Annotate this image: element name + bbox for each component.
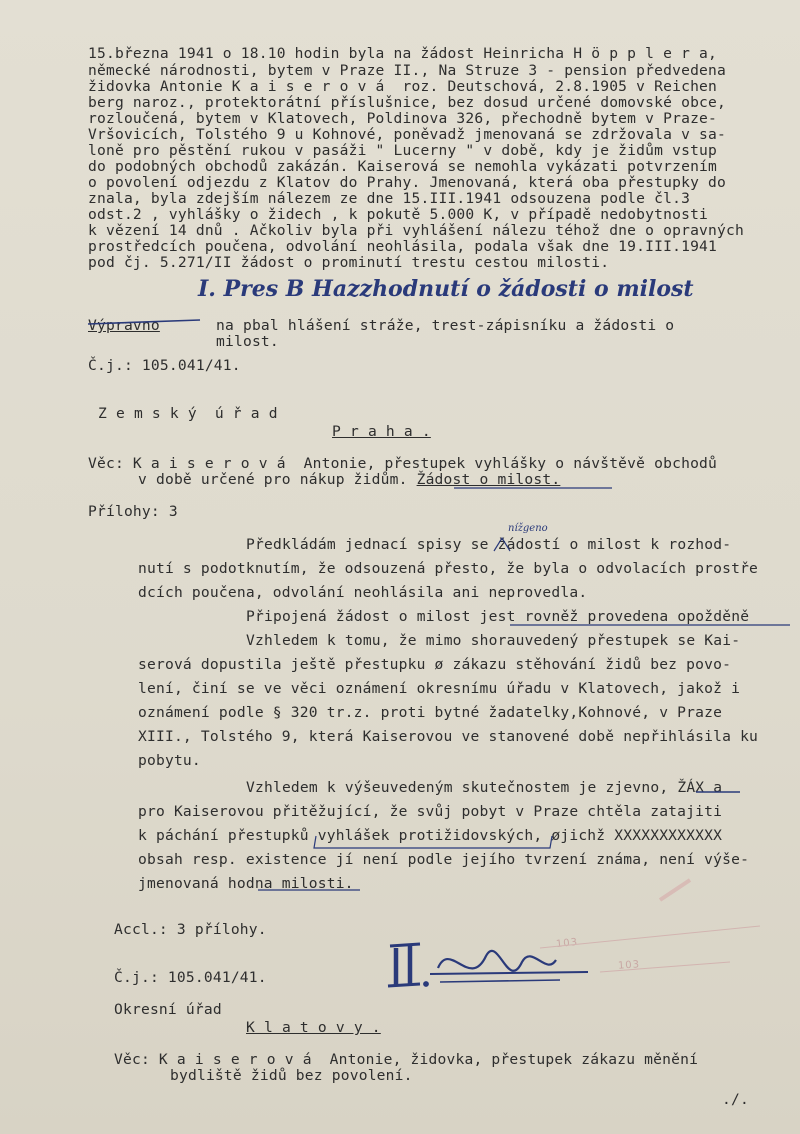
text-line: k vězení 14 dnů . Ačkoliv byla při vyhlášení nálezu téhož dne o opravných [88,222,744,239]
text-line: pro Kaiserovou přitěžující, že svůj pobyt v Praze chtěla zatajiti [138,803,723,820]
stamp-number: 103 [617,959,641,972]
text-line: o povolení odjezdu z Klatov do Prahy. Jmenovaná, která oba přestupky do [88,174,727,191]
text-line: Vzhledem k tomu, že mimo shorauvedený přestupek se Kai- [246,632,741,649]
text-line: berg naroz., protektorátní příslušnice, bez dosud určené domovské obce, [88,94,727,111]
addressee-office: Okresní úřad [114,1001,222,1018]
text-line: oznámení podle § 320 tr.z. proti bytné žadatelky,Kohnové, v Praze [138,704,723,721]
stamp-line [660,880,690,900]
text-line: prostředcích poučena, odvolání neohlásila, podala však dne 19.III.1941 [88,238,718,255]
text-line: pod čj. 5.271/II žádost o prominutí trestu cestou milosti. [88,254,610,271]
signature-stroke [440,980,560,982]
enclosures-note: Accl.: 3 přílohy. [114,921,267,938]
stamp-line [600,962,730,972]
pen-underline [88,320,200,324]
subject-line: Věc: K a i s e r o v á Antonie, přestupek vyhlášky o návštěvě obchodů [88,455,718,472]
subject-emphasis: Žádost o milost. [416,471,561,488]
text-line: rozloučená, bytem v Klatovech, Poldinova 326, přechodně bytem v Praze- [88,110,718,127]
vypravno-line: milost. [216,333,279,350]
text-line: židovka Antonie K a i s e r o v á roz. Deutschová, 2.8.1905 v Reichen [88,78,718,95]
insertion-caret [494,538,510,551]
handwritten-insert: nížgeno [508,523,548,534]
signature-mark [388,944,588,986]
signature-stroke [438,951,556,971]
text-line: loně pro pěstění rukou v pasáži " Lucerny " v době, kdy je židům vstup [88,142,718,159]
signature-stroke [430,972,588,974]
stamp-number: 103 [555,936,579,951]
text-line: odst.2 , vyhlášky o židech , k pokutě 5.000 K, v případě nedobytnosti [88,206,709,223]
text-line: jmenovaná hodna milosti. [138,875,354,892]
text-line: nutí s podotknutím, že odsouzená přesto, že byla o odvolacích prostře [138,560,759,577]
text-line: do podobných obchodů zakázán. Kaiserová se nemohla vykázati potvrzením [88,158,718,175]
reference-number: Č.j.: 105.041/41. [114,969,267,986]
subject-line: Věc: K a i s e r o v á Antonie, židovka, přestupek zákazu měnění [114,1051,699,1068]
text-line: znala, byla zdejším nálezem ze dne 15.III.1941 odsouzena podle čl.3 [88,190,691,207]
text-line: Předkládám jednací spisy se žádostí o milost k rozhod- [246,536,732,553]
addressee-office: Z e m s k ý ú ř a d [98,405,278,422]
text-line: k páchání přestupků vyhlášek protižidovských, øjichž XXXXXXXXXXXX [138,827,723,844]
text-line: obsah resp. existence jí není podle jejího tvrzení známa, není výše- [138,851,750,868]
text-line: lení, činí se ve věci oznámení okresnímu úřadu v Klatovech, jakož i [138,680,741,697]
text-line: serová dopustila ještě přestupku ø zákazu stěhování židů bez povo- [138,656,732,673]
stamp-line [540,926,760,951]
addressee-city: K l a t o v y . [246,1019,381,1036]
text-line: Vršovicích, Tolstého 9 u Kohnové, poněvadž jmenovaná se zdržovala v sa- [88,126,727,143]
text-line: Připojená žádost o milost jest rovněž provedena opožděně [246,608,750,625]
attachments-count: Přílohy: 3 [88,503,178,520]
text-line: dcích poučena, odvolání neohlásila ani neprovedla. [138,584,588,601]
text-line: německé národnosti, bytem v Praze II., Na Struze 3 - pension předvedena [88,62,727,79]
pen-bracket [314,836,552,848]
handwritten-note: I. Pres B Hazzhodnutí o žádosti o milost [198,276,694,302]
subject-line: bydliště židů bez povolení. [170,1067,413,1084]
text-line: 15.března 1941 o 18.10 hodin byla na žádost Heinricha H ö p p l e r a, [88,45,718,62]
text-line: XIII., Tolstého 9, která Kaiserovou ve stanovené době nepřihlásila ku [138,728,759,745]
signature-stroke [388,944,420,986]
text-line: Vzhledem k výšeuvedeným skutečnostem je zjevno, ŽÁX a [246,779,723,796]
signature-stroke [396,946,410,986]
continuation-mark: ./. [722,1091,749,1108]
vypravno-label: Výpravno [88,317,160,334]
reference-number: Č.j.: 105.041/41. [88,357,241,374]
text-line: pobytu. [138,752,201,769]
signature-dot [424,982,429,987]
vypravno-line: na pbal hlášení stráže, trest-zápisníku a žádosti o [216,317,675,334]
subject-text: v době určené pro nákup židům. [138,471,417,488]
addressee-city: P r a h a . [332,423,431,440]
